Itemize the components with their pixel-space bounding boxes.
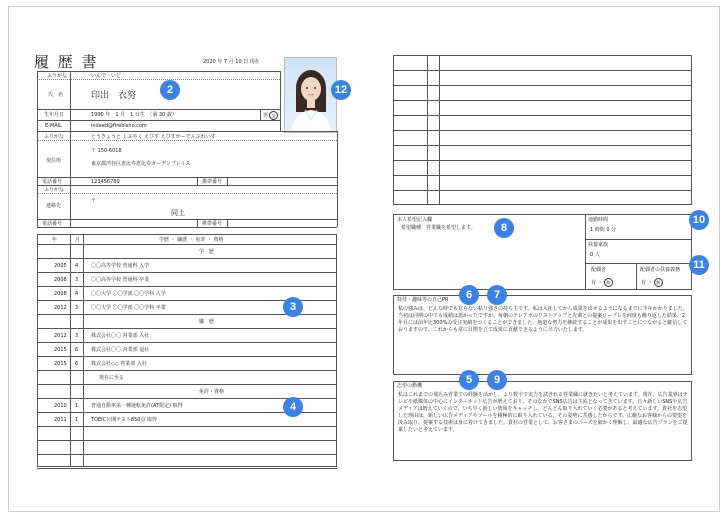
education-row-year: 2012	[54, 305, 67, 311]
profile-photo	[284, 57, 337, 133]
work-row-year: 2012	[54, 333, 67, 339]
badge-2[interactable]: 2	[160, 80, 180, 100]
name-value: 印出 衣努	[91, 91, 137, 101]
work-row-month: 6	[75, 361, 79, 367]
dependents-value: 0 人	[590, 252, 600, 258]
spouse-support-yes-option: 有 ・	[641, 280, 653, 286]
license-row-year: 2010	[54, 403, 67, 409]
request-value: 希望職種：営業職を希望します。	[401, 225, 476, 231]
email-value: indeed@fireblsho.com	[91, 123, 147, 129]
education-row-year: 2008	[54, 277, 67, 283]
birth-label: 生年月日	[44, 112, 65, 118]
commute-value: 1 時間 0 分	[590, 227, 617, 233]
resume-page	[8, 6, 720, 512]
work-row-month: 6	[75, 347, 79, 353]
work-row-text: 株式会社◇◇ 営業部 入社	[91, 361, 147, 367]
year-header: 年	[52, 237, 58, 243]
education-row-month: 3	[75, 277, 79, 283]
work-row-month: 3	[75, 333, 79, 339]
commute-label: 通勤時間	[588, 217, 609, 223]
contact-furigana-label: ふりがな	[44, 187, 65, 193]
education-row-month: 4	[75, 263, 79, 269]
work-row-text: 株式会社〇〇 営業部 入社	[91, 333, 150, 339]
motive-text: 私はこれまでの飛込み営業での経験を活かし、より数字で実力を試される営業職に就きたいと考えています。現在、広告業界はテレビや紙媒体の中心にインターネット広告が増えており、そのなかでSNS広告は主流となってきています。日々新しいSNSや広告メディアは増えていくので、いち早く新しい情報をキャッチし、どんどん取り入れていく必要があると考えています。貴社を志望した理由は、新しい広告メディアやツールを積極的に取り入れている、その姿勢に共感したからです。広範なお客様からの要望を汲み取り、提案する技術は身に着けてきました。貴社の営業として、お客さまのニーズを細かく理解し、最適な広告プランをご提案したいと考えています。	[398, 392, 688, 433]
badge-4[interactable]: 4	[283, 397, 303, 417]
request-label: 本人希望記入欄	[397, 217, 433, 223]
current-status: 現在に至る	[99, 375, 125, 381]
furigana-label: ふりがな	[47, 73, 68, 79]
date-label: 2020 年 7 月 10 日 現在	[203, 59, 260, 65]
license-row-text: 普通自動車第一種運転免許(AT限定) 取得	[91, 403, 183, 409]
badge-9[interactable]: 9	[487, 370, 507, 390]
badge-7[interactable]: 7	[487, 285, 507, 305]
work-row-year: 2015	[54, 347, 67, 353]
contact-phone-label: 電話番号	[42, 221, 63, 227]
education-row-text: 〇〇高等学校 普通科 入学	[91, 263, 150, 269]
history-table	[37, 234, 337, 467]
address-label: 現住所	[46, 158, 62, 164]
postal-code: 〒 150-6018	[91, 148, 122, 154]
badge-3[interactable]: 3	[283, 297, 303, 317]
license-row-year: 2011	[54, 417, 67, 423]
phone-value: 123456789	[91, 179, 120, 185]
work-header: 職 歴	[199, 319, 215, 325]
address-value: 東京都渋谷区恵比寿恵比寿ガーデンプレイス	[91, 161, 191, 167]
gender-field	[263, 111, 278, 120]
contact-label: 連絡先	[46, 203, 62, 209]
gender-female-circled: 女	[269, 111, 278, 120]
pr-text: 私の強みは、どんな時でも怠らない粘り強さの持ち主です。私は入社してから成果を出せるようになるまでに半年かかりました。当初は同期の中でも成績は悪かったですが、毎朝のテレアポのリストアップと先輩との提案ロープレを何度も繰り返した結果、2年目には前年比300%の受注実績をつくることができました。地道な努力を継続することが成果を出すことにつながると確信しておりますので、これからも常に目標を立て成果に貢献できるように尽力いたします。	[398, 306, 688, 333]
badge-5[interactable]: 5	[459, 370, 479, 390]
license-header: 免許・資格	[199, 389, 225, 395]
address-furigana-label: ふりがな	[44, 134, 65, 140]
spouse-support-no-circled: 無	[654, 278, 663, 287]
mobile-label: 携帯番号	[202, 179, 223, 185]
spouse-value	[591, 278, 613, 287]
badge-11[interactable]: 11	[689, 255, 709, 275]
education-row-text: 〇〇大学 〇〇学部 〇〇学科 入学	[91, 291, 166, 297]
license-row-month: 1	[75, 417, 79, 423]
spouse-support-label: 配偶者の扶養義務	[640, 267, 681, 273]
dependents-label: 扶養家族	[588, 242, 609, 248]
license-row-text: TOEIC公開テスト850点 取得	[91, 417, 158, 423]
spouse-label: 配偶者	[591, 267, 607, 273]
email-label: E-MAIL	[45, 123, 62, 129]
content-header: 学歴 ・ 職歴 ・ 免許 ・ 資格	[159, 237, 224, 243]
work-row-year: 2015	[54, 361, 67, 367]
license-row-month: 1	[75, 403, 79, 409]
education-row-month: 3	[75, 305, 79, 311]
education-header: 学 歴	[199, 249, 215, 255]
badge-12[interactable]: 12	[331, 80, 351, 100]
contact-same-as-above: 同上	[171, 209, 185, 217]
spouse-yes-option: 有 ・	[591, 280, 603, 286]
badge-6[interactable]: 6	[459, 285, 479, 305]
badge-8[interactable]: 8	[494, 218, 514, 238]
spouse-support-value	[641, 278, 663, 287]
resume-title: 履 歴 書	[34, 53, 99, 71]
spouse-no-circled: 無	[604, 278, 613, 287]
name-label: 氏 名	[48, 92, 64, 98]
work-row-text: 株式会社〇〇 営業部 退社	[91, 347, 150, 353]
education-row-year: 2005	[54, 263, 67, 269]
contact-postal: 〒	[91, 198, 97, 204]
education-row-year: 2008	[54, 291, 67, 297]
phone-label: 電話番号	[42, 179, 63, 185]
furigana-value: いんで いど	[91, 73, 122, 79]
education-row-text: 〇〇高等学校 普通科 卒業	[91, 277, 150, 283]
contact-mobile-label: 携帯番号	[202, 221, 223, 227]
gender-male-option: 男	[263, 113, 269, 119]
month-header: 月	[75, 237, 81, 243]
pr-label: 特技・趣味等の自己PR	[397, 297, 449, 303]
person-photo-icon	[285, 58, 337, 133]
badge-10[interactable]: 10	[689, 210, 709, 230]
address-furigana-value: とうきょうと しぶやく えびす えびすがーでんぷれいす	[91, 134, 216, 140]
education-row-month: 4	[75, 291, 79, 297]
education-row-text: 〇〇大学 〇〇学部 〇〇学科 卒業	[91, 305, 166, 311]
motive-label: 志望の動機	[397, 383, 423, 389]
birth-value: 1990 年 1 月 1 日生 （満 30 歳）	[91, 112, 177, 118]
